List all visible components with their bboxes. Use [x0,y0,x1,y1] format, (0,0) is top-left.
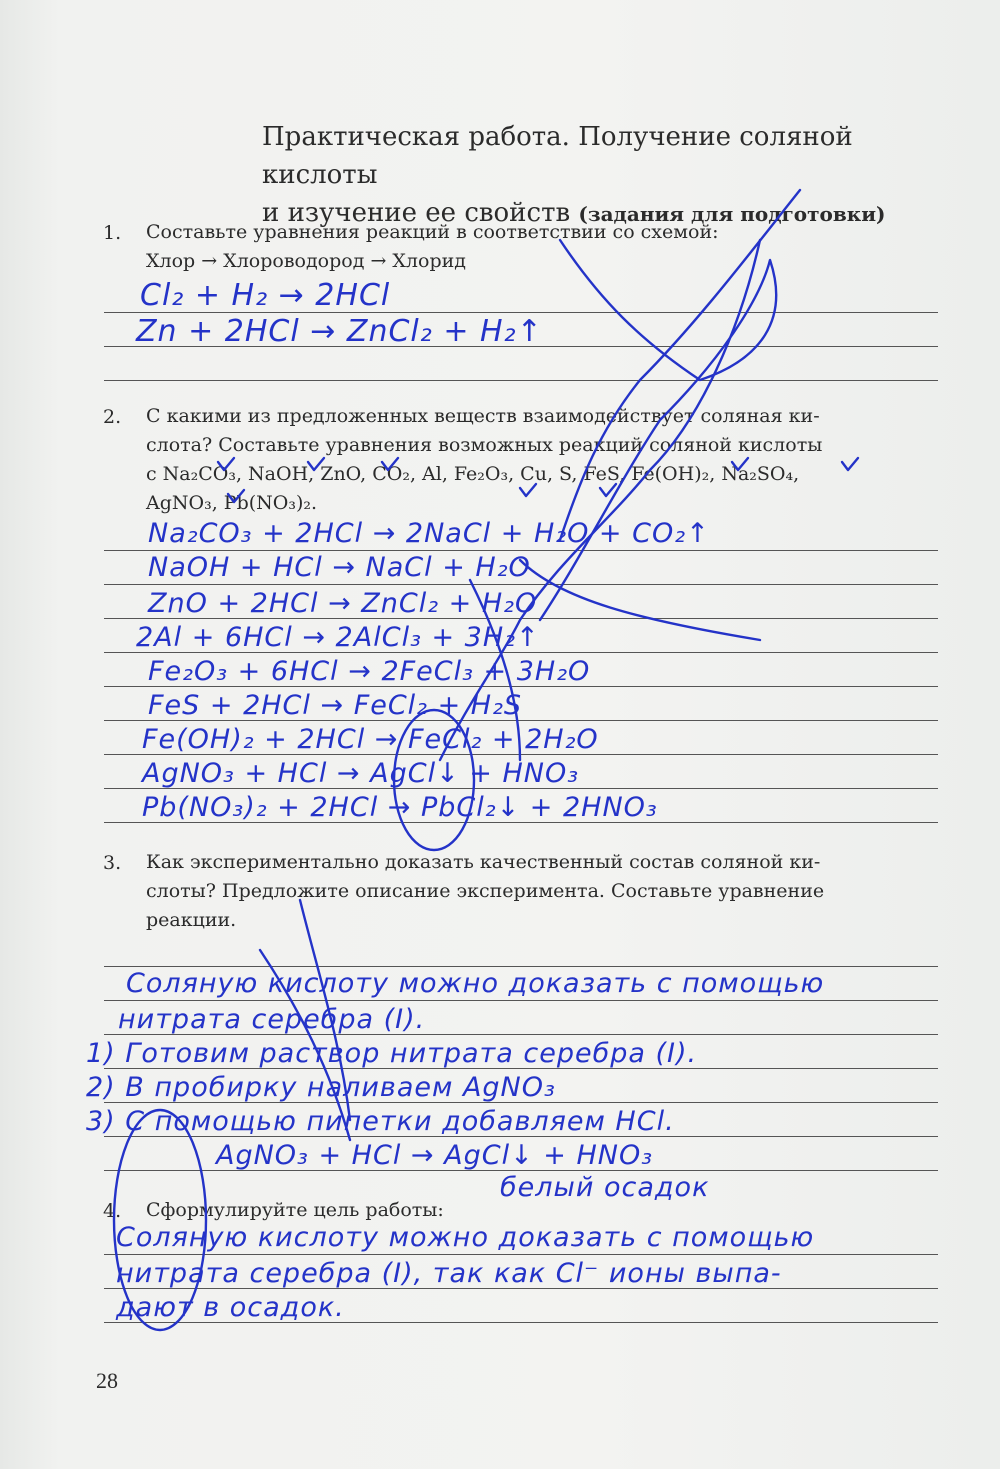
question-2-line: AgNO₃, Pb(NO₃)₂. [146,492,318,514]
question-3-line: Как экспериментально доказать качественный состав соляной ки- [146,851,821,873]
handwritten-answer: NaOH + HCl → NaCl + H₂O [148,552,531,583]
page-number: 28 [96,1368,118,1393]
handwritten-answer: дают в осадок. [116,1292,345,1323]
handwritten-answer: AgNO₃ + HCl → AgCl↓ + HNO₃ [216,1140,654,1171]
handwritten-answer: нитрата серебра (I). [118,1004,426,1035]
answer-line [104,584,938,585]
question-3-text [146,848,940,935]
handwritten-answer: 1) Готовим раствор нитрата серебра (I). [86,1038,698,1069]
question-1-text [146,218,940,276]
question-2-line: с Na₂CO₃, NaOH, ZnO, CO₂, Al, Fe₂O₃, Cu, S, FeS, Fe(OH)₂, Na₂SO₄, [146,463,800,485]
handwritten-answer: нитрата серебра (I), так как Cl⁻ ионы выпа- [116,1258,782,1289]
answer-line [104,1254,938,1255]
handwritten-answer: Pb(NO₃)₂ + 2HCl → PbCl₂↓ + 2HNO₃ [142,792,658,823]
handwritten-answer: Соляную кислоту можно доказать с помощью [126,968,825,999]
question-3-number: 3. [103,852,122,874]
question-2-number: 2. [103,406,122,428]
title-line-1: Практическая работа. Получение соляной кислоты [262,122,853,190]
question-2-line: С какими из предложенных веществ взаимодействует соляная ки- [146,405,820,427]
handwritten-answer: FeS + 2HCl → FeCl₂ + H₂S [148,690,523,721]
handwritten-answer: ZnO + 2HCl → ZnCl₂ + H₂O [148,588,538,619]
page-title [262,118,962,233]
answer-line [104,380,938,381]
question-1-prompt: Составьте уравнения реакций в соответствии со схемой: [146,221,719,243]
handwritten-answer: 2) В пробирку наливаем AgNO₃ [86,1072,556,1103]
question-2-line: слота? Составьте уравнения возможных реакций соляной кислоты [146,434,823,456]
handwritten-answer: AgNO₃ + HCl → AgCl↓ + HNO₃ [142,758,580,789]
question-2-text [146,402,940,518]
handwritten-answer: 2Al + 6HCl → 2AlCl₃ + 3H₂↑ [136,622,540,653]
question-4-text: Сформулируйте цель работы: [146,1199,444,1221]
question-1-scheme: Хлор → Хлороводород → Хлорид [146,250,466,272]
handwritten-answer: Соляную кислоту можно доказать с помощью [116,1222,815,1253]
pen-stroke [520,560,760,640]
answer-line [104,550,938,551]
title-line-2-text: и изучение ее свойств [262,198,571,228]
question-1-number: 1. [103,222,122,244]
question-3-line: слоты? Предложите описание эксперимента. Составьте уравнение [146,880,825,902]
title-line-2-bold: (задания для подготовки) [578,202,886,226]
question-3-line: реакции. [146,909,237,931]
handwritten-answer: Fe₂O₃ + 6HCl → 2FeCl₃ + 3H₂O [148,656,591,687]
answer-line [104,966,938,967]
handwritten-answer: Na₂CO₃ + 2HCl → 2NaCl + H₂O + CO₂↑ [148,518,710,549]
handwritten-answer: Cl₂ + H₂ → 2HCl [140,278,391,313]
handwritten-note: белый осадок [500,1172,710,1203]
handwritten-answer: Fe(OH)₂ + 2HCl → FeCl₂ + 2H₂O [142,724,599,755]
handwritten-answer: 3) С помощью пипетки добавляем HCl. [86,1106,675,1137]
handwritten-answer: Zn + 2HCl → ZnCl₂ + H₂↑ [136,314,543,349]
question-4-number: 4. [103,1200,122,1222]
answer-line [104,1000,938,1001]
